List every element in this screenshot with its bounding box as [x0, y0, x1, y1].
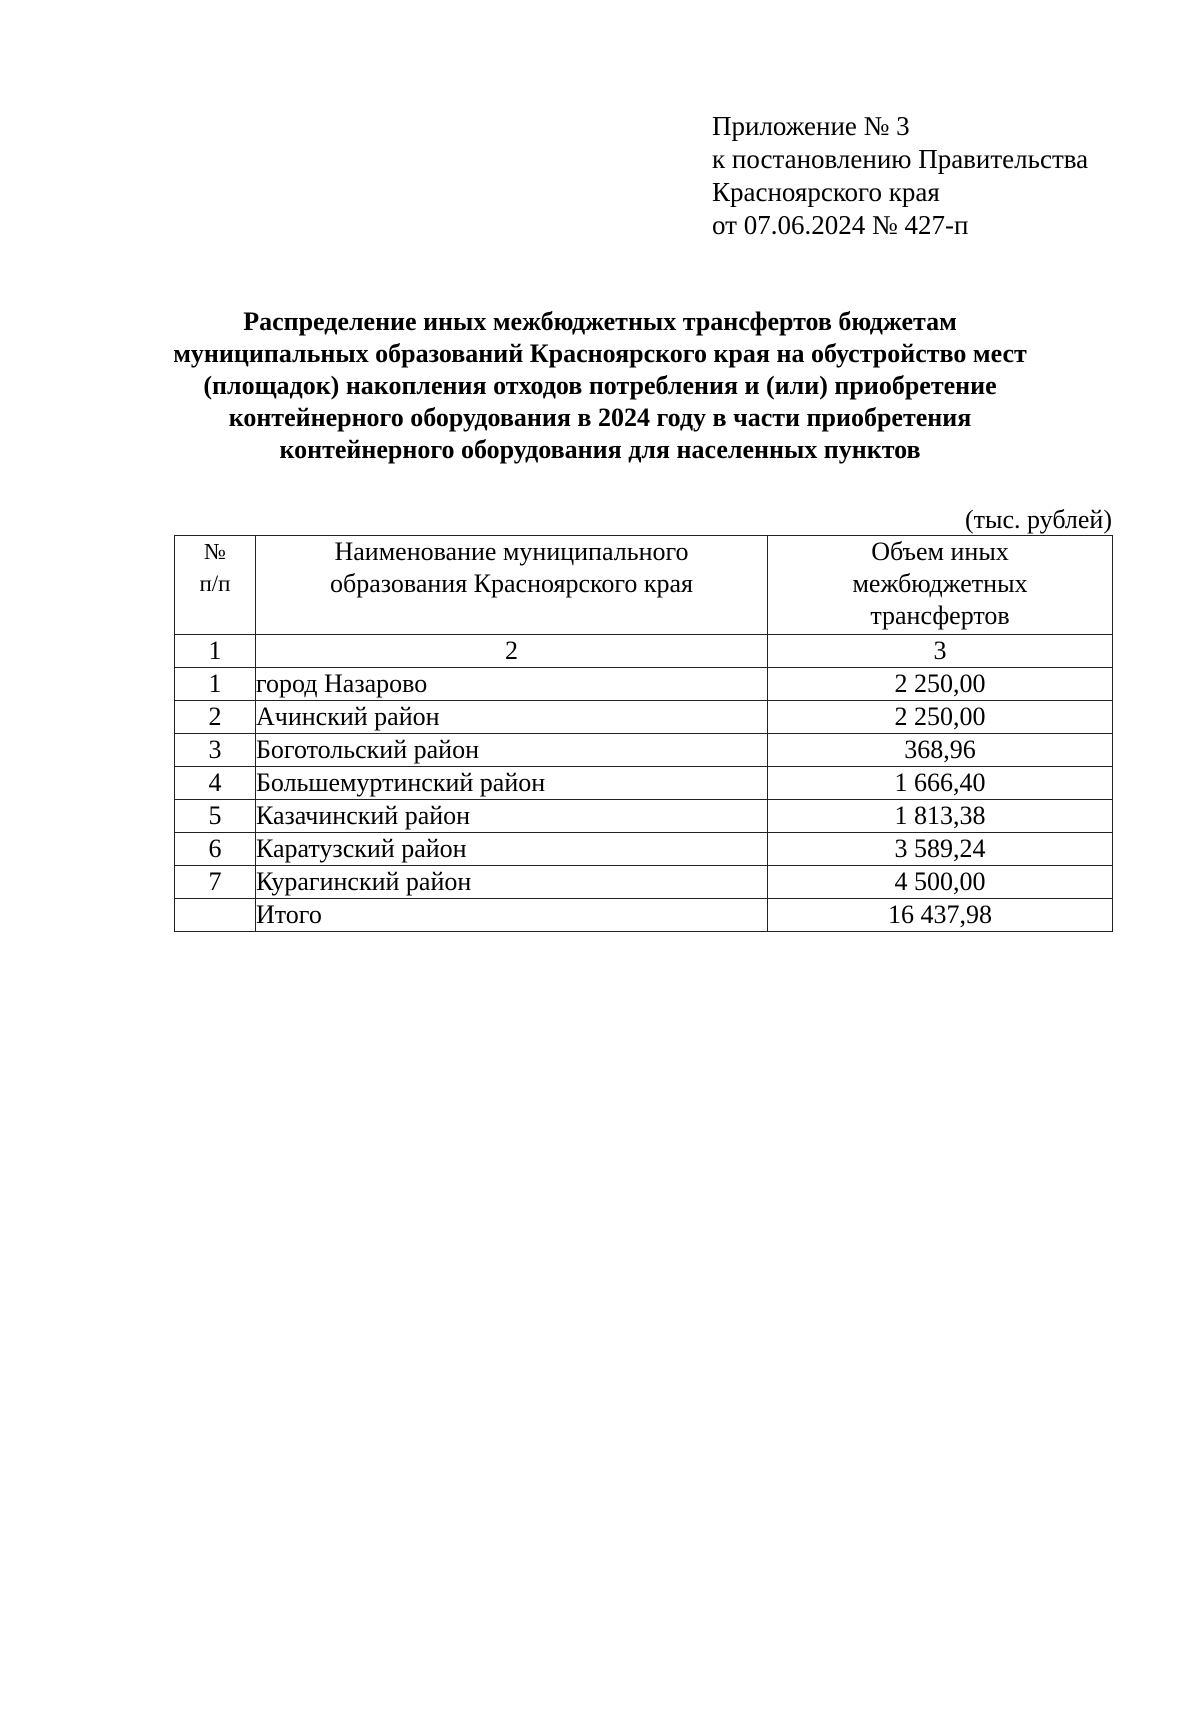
row-amount: 3 589,24 — [768, 833, 1113, 866]
table-row — [175, 701, 1113, 734]
total-label: Итого — [256, 899, 768, 932]
total-amount: 16 437,98 — [768, 899, 1113, 932]
header-amount-line: межбюджетных — [852, 569, 1028, 598]
row-amount: 1 666,40 — [768, 767, 1113, 800]
row-number: 5 — [175, 800, 256, 833]
title-line: муниципальных образований Красноярского края на обустройство мест — [173, 339, 1027, 368]
row-municipality: Большемуртинский район — [256, 767, 768, 800]
total-row — [175, 899, 1113, 932]
title-line: контейнерного оборудования в 2024 году в части приобретения — [228, 403, 972, 432]
table-row — [175, 833, 1113, 866]
total-number — [175, 899, 256, 932]
row-number: 3 — [175, 734, 256, 767]
row-municipality: город Назарово — [256, 668, 768, 701]
document-title — [120, 306, 1080, 466]
row-amount: 4 500,00 — [768, 866, 1113, 899]
row-municipality: Боготольский район — [256, 734, 768, 767]
appendix-number: Приложение № 3 — [712, 111, 910, 141]
appendix-reference — [712, 110, 1088, 242]
title-line: контейнерного оборудования для населенных пунктов — [279, 435, 921, 464]
row-municipality: Курагинский район — [256, 866, 768, 899]
row-number: 1 — [175, 668, 256, 701]
row-amount: 368,96 — [768, 734, 1113, 767]
header-amount-line: Объем иных — [871, 537, 1009, 566]
row-number: 7 — [175, 866, 256, 899]
row-amount: 2 250,00 — [768, 668, 1113, 701]
header-amount-line: трансфертов — [870, 601, 1010, 630]
unit-label: (тыс. рублей) — [964, 505, 1112, 534]
row-municipality: Казачинский район — [256, 800, 768, 833]
table-row — [175, 668, 1113, 701]
header-number-abbr: п/п — [199, 571, 231, 596]
row-number: 6 — [175, 833, 256, 866]
row-number: 2 — [175, 701, 256, 734]
header-number-symbol: № — [204, 539, 226, 564]
appendix-date: от 07.06.2024 № 427-п — [712, 210, 969, 240]
header-municipality — [256, 536, 768, 635]
appendix-region: Красноярского края — [712, 177, 940, 207]
header-municipality-line: образования Красноярского края — [330, 569, 693, 598]
column-index-cell: 1 — [175, 635, 256, 668]
table-row — [175, 767, 1113, 800]
row-number: 4 — [175, 767, 256, 800]
table-header-row — [175, 536, 1113, 635]
row-amount: 2 250,00 — [768, 701, 1113, 734]
row-municipality: Каратузский район — [256, 833, 768, 866]
header-number — [175, 536, 256, 635]
row-municipality: Ачинский район — [256, 701, 768, 734]
table-row — [175, 734, 1113, 767]
column-index-cell: 3 — [768, 635, 1113, 668]
row-amount: 1 813,38 — [768, 800, 1113, 833]
column-index-cell: 2 — [256, 635, 768, 668]
appendix-resolution: к постановлению Правительства — [712, 144, 1089, 174]
title-line: Распределение иных межбюджетных трансфертов бюджетам — [243, 307, 957, 336]
header-municipality-line: Наименование муниципального — [334, 537, 689, 566]
header-amount — [768, 536, 1113, 635]
transfers-table — [174, 535, 1113, 932]
column-index-row — [175, 635, 1113, 668]
table-row — [175, 866, 1113, 899]
table-row — [175, 800, 1113, 833]
title-line: (площадок) накопления отходов потребления и (или) приобретение — [203, 371, 997, 400]
